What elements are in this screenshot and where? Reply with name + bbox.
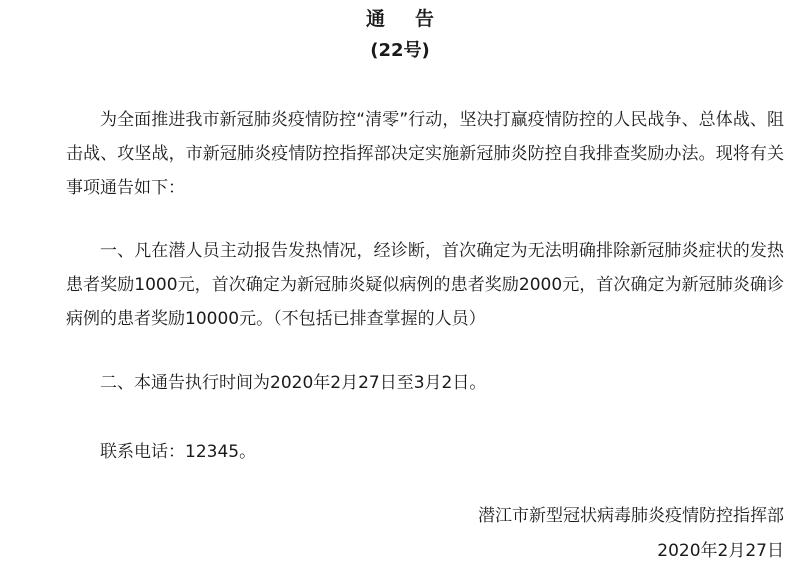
notice-title: 通告 (365, 8, 464, 30)
paragraph-effective-period: 二、本通告执行时间为2020年2月27日至3月2日。 (100, 373, 487, 393)
issue-date: 2020年2月27日 (657, 541, 784, 561)
paragraph-intro: 为全面推进我市新冠肺炎疫情防控“清零”行动，坚决打赢疫情防控的人民战争、总体战、阻击战、攻坚战，市新冠肺炎疫情防控指挥部决定实施新冠肺炎防控自我排查奖励办法。现将有关事项通告如下： (66, 110, 784, 198)
paragraph-contact-phone: 联系电话：12345。 (100, 442, 257, 462)
notice-number: (22号) (370, 40, 430, 61)
signature-issuer: 潜江市新型冠状病毒肺炎疫情防控指挥部 (478, 506, 784, 526)
paragraph-reward-rules: 一、凡在潜人员主动报告发热情况，经诊断，首次确定为无法明确排除新冠肺炎症状的发热患者奖励1000元，首次确定为新冠肺炎疑似病例的患者奖励2000元，首次确定为新冠肺炎确诊病例的患者奖励10000元。（不包括已排查掌握的人员） (66, 241, 784, 329)
